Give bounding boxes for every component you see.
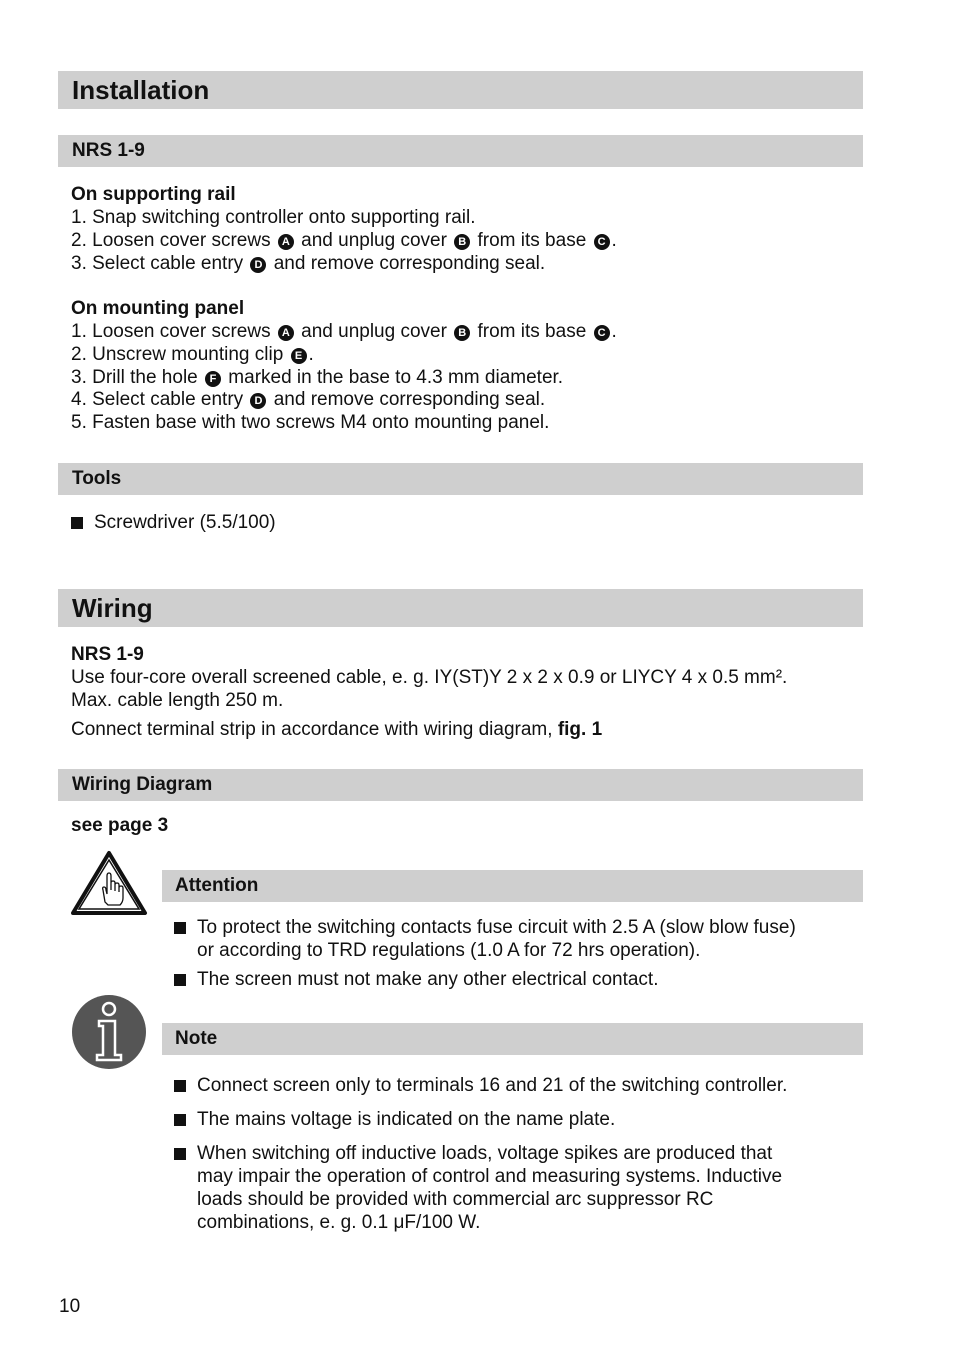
warning-hand-icon — [70, 850, 148, 916]
tools-item: Screwdriver (5.5/100) — [71, 511, 276, 534]
callout-c-icon: C — [594, 325, 610, 341]
bullet-square-icon — [174, 1114, 186, 1126]
wiring-nrs-heading: NRS 1-9 — [71, 644, 144, 665]
panel-step-3: 3. Drill the hole F marked in the base to 4.3 mm diameter. — [71, 367, 564, 388]
note-item-3: When switching off inductive loads, voltage spikes are produced that may impair the operation of control and measuring systems. Inductive loads should be provided with commercial arc suppressor RC combinations, e. g. 0.1 μF/100 W. — [174, 1142, 863, 1234]
panel-step-5: 5. Fasten base with two screws M4 onto mounting panel. — [71, 412, 550, 433]
bullet-square-icon — [174, 1148, 186, 1160]
bullet-square-icon — [174, 1080, 186, 1092]
panel-step-4: 4. Select cable entry D and remove corresponding seal. — [71, 389, 546, 410]
callout-a-icon: A — [278, 234, 294, 250]
note-heading: Note — [162, 1023, 863, 1055]
rail-step-1: 1. Snap switching controller onto supporting rail. — [71, 207, 476, 228]
wiring-line-2: Max. cable length 250 m. — [71, 690, 284, 711]
rail-step-2: 2. Loosen cover screws A and unplug cover B from its base C . — [71, 230, 617, 251]
fig-reference: fig. 1 — [557, 719, 603, 740]
page-number: 10 — [59, 1296, 81, 1317]
attention-item-2: The screen must not make any other electrical contact. — [174, 968, 659, 991]
callout-d-icon: D — [250, 257, 266, 273]
attention-heading: Attention — [162, 870, 863, 902]
rail-step-3: 3. Select cable entry D and remove corresponding seal. — [71, 253, 546, 274]
callout-a-icon: A — [278, 325, 294, 341]
attention-item-1: To protect the switching contacts fuse circuit with 2.5 A (slow blow fuse) or according to TRD regulations (1.0 A for 72 hrs operation). — [174, 916, 863, 962]
wiring-line-1: Use four-core overall screened cable, e. g. IY(ST)Y 2 x 2 x 0.9 or LIYCY 4 x 0.5 mm². — [71, 667, 788, 688]
panel-step-2: 2. Unscrew mounting clip E . — [71, 344, 314, 365]
wiring-line-3: Connect terminal strip in accordance with wiring diagram, fig. 1 — [71, 719, 603, 740]
nrs-heading: NRS 1-9 — [58, 135, 863, 167]
installation-title: Installation — [58, 71, 863, 109]
bullet-square-icon — [71, 517, 83, 529]
panel-step-1: 1. Loosen cover screws A and unplug cover B from its base C . — [71, 321, 617, 342]
callout-e-icon: E — [291, 348, 307, 364]
wiring-title: Wiring — [58, 589, 863, 627]
tools-heading: Tools — [58, 463, 863, 495]
panel-heading: On mounting panel — [71, 298, 245, 319]
rail-heading: On supporting rail — [71, 184, 236, 205]
wiring-diagram-heading: Wiring Diagram — [58, 769, 863, 801]
bullet-square-icon — [174, 922, 186, 934]
note-item-2: The mains voltage is indicated on the name plate. — [174, 1108, 615, 1131]
note-item-1: Connect screen only to terminals 16 and 21 of the switching controller. — [174, 1074, 787, 1097]
callout-f-icon: F — [205, 371, 221, 387]
callout-d-icon: D — [250, 393, 266, 409]
callout-b-icon: B — [454, 234, 470, 250]
callout-b-icon: B — [454, 325, 470, 341]
see-page: see page 3 — [71, 815, 169, 836]
info-icon — [71, 994, 147, 1070]
bullet-square-icon — [174, 974, 186, 986]
callout-c-icon: C — [594, 234, 610, 250]
